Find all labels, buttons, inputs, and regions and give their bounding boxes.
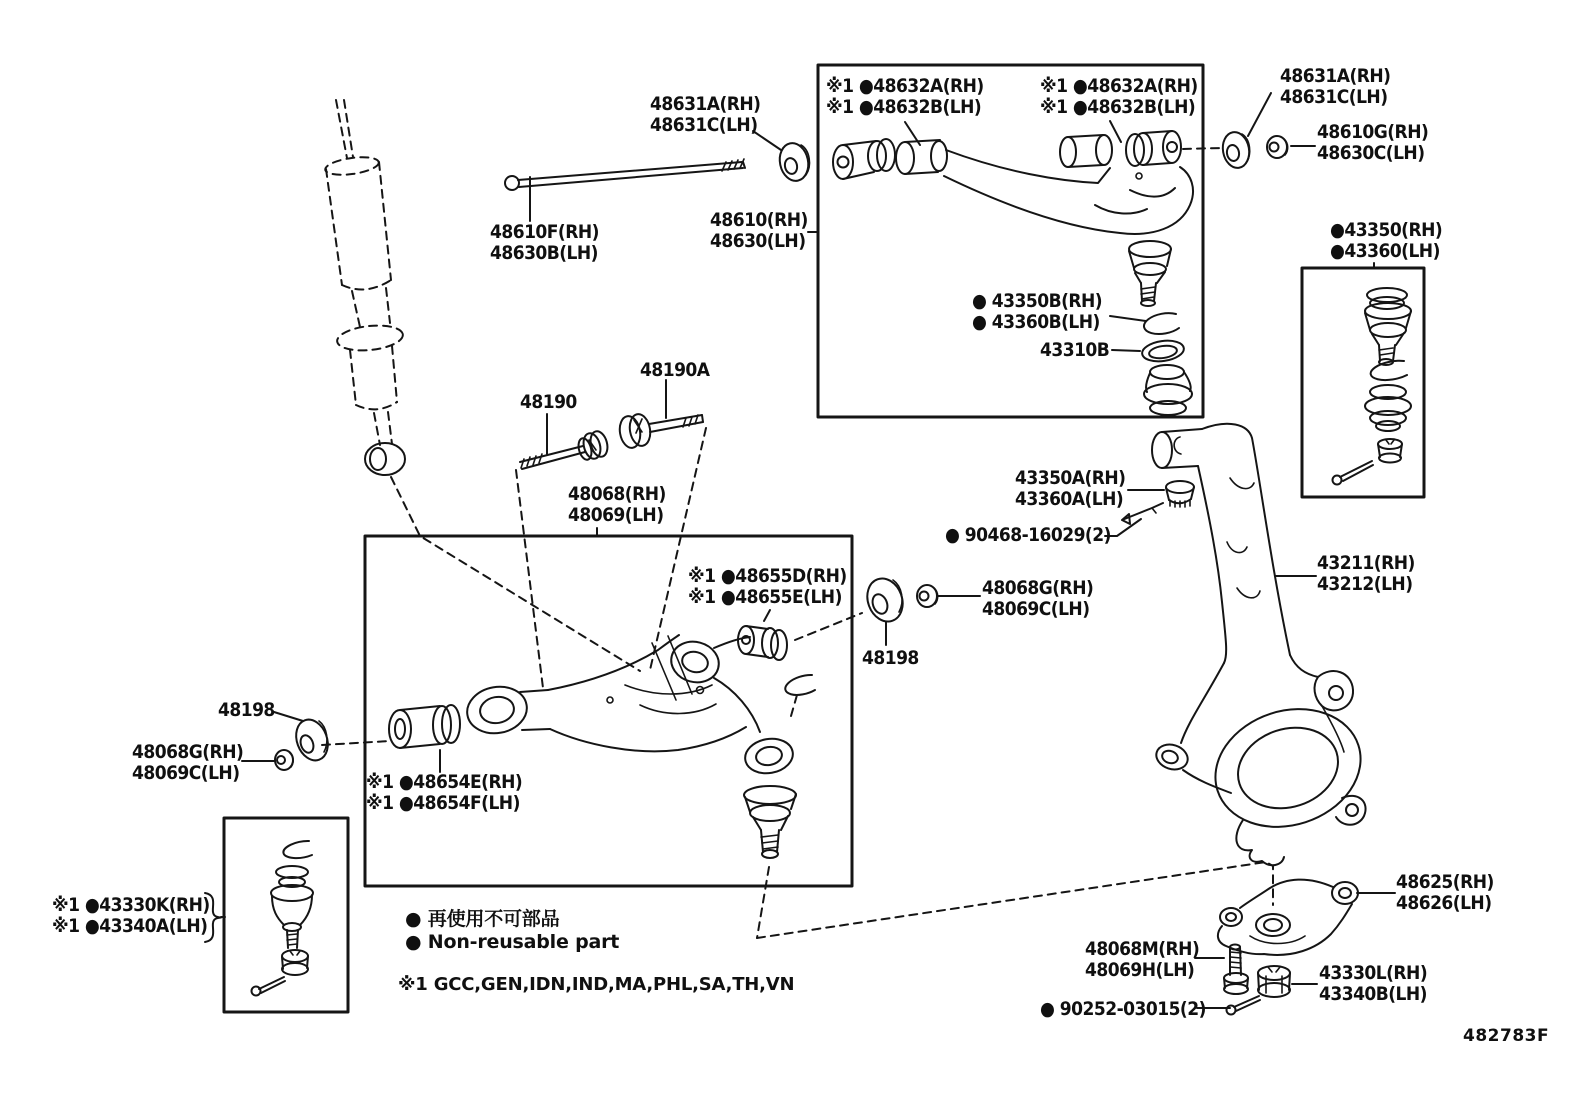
part-label-48190a: 48190A [640, 359, 710, 381]
part-label-43350a: 43350A(RH) 43360A(LH) [1015, 467, 1126, 510]
bolt-48190-drawing [520, 429, 610, 469]
washer-48631a-left-drawing [776, 141, 811, 184]
nut-43330l-drawing [1258, 966, 1290, 997]
part-label-43330k: ※1 ●43330K(RH) ※1 ●43340A(LH) [52, 894, 210, 937]
rod-48610f-drawing [505, 159, 745, 190]
part-label-48625: 48625(RH) 48626(LH) [1396, 871, 1494, 914]
part-label-48068m: 48068M(RH) 48069H(LH) [1085, 938, 1200, 981]
part-label-48068: 48068(RH) 48069(LH) [568, 483, 666, 526]
part-label-48068g-left: 48068G(RH) 48069C(LH) [132, 741, 244, 784]
upper-control-arm-drawing [833, 131, 1193, 234]
part-label-48631a-left: 48631A(RH) 48631C(LH) [650, 93, 761, 136]
part-label-90468: ● 90468-16029(2) [945, 524, 1111, 546]
part-label-43330l: 43330L(RH) 43340B(LH) [1319, 962, 1428, 1005]
dashed-construction-lines [322, 148, 1273, 938]
part-label-48610f: 48610F(RH) 48630B(LH) [490, 221, 599, 264]
steering-knuckle-drawing [1152, 424, 1376, 865]
ball-joint-kit-right-drawing [1333, 288, 1412, 485]
part-label-43350b: ● 43350B(RH) ● 43360B(LH) [972, 290, 1103, 333]
drawing-number: 482783F [1463, 1026, 1550, 1046]
retainer-48198-left-drawing [291, 715, 334, 765]
bolt-48068g-left-drawing [275, 750, 293, 770]
part-label-48631a-right: 48631A(RH) 48631C(LH) [1280, 65, 1391, 108]
part-label-48632-right: ※1 ●48632A(RH) ※1 ●48632B(LH) [1040, 75, 1198, 118]
part-label-48190: 48190 [520, 391, 577, 413]
bolt-48068g-right-drawing [917, 585, 938, 607]
nut-43350a-drawing [1166, 481, 1194, 507]
ball-joint-kit-bottom-left-drawing [252, 841, 314, 996]
bracket-48625-drawing [1218, 880, 1358, 955]
part-label-48198-left: 48198 [218, 699, 275, 721]
bolt-48190a-drawing [617, 413, 703, 450]
nut-48610g-drawing [1267, 136, 1288, 158]
upper-ball-joint-drawing [1129, 241, 1192, 415]
part-label-90252: ● 90252-03015(2) [1040, 998, 1206, 1020]
legend-non-reusable-en: ● Non-reusable part [405, 931, 620, 953]
part-label-43211: 43211(RH) 43212(LH) [1317, 552, 1415, 595]
part-label-48655d: ※1 ●48655D(RH) ※1 ●48655E(LH) [688, 565, 847, 608]
legend-non-reusable-jp: ● 再使用不可部品 [405, 908, 560, 930]
lower-control-arm-drawing [463, 635, 795, 777]
part-label-48610: 48610(RH) 48630(LH) [710, 209, 808, 252]
part-label-48198-right: 48198 [862, 647, 919, 669]
snap-ring-lower-drawing [785, 675, 815, 695]
part-label-43310b: 43310B [1040, 339, 1110, 361]
retainer-48198-right-drawing [862, 574, 909, 627]
bushing-48655d-drawing [738, 626, 787, 660]
leader-lines [221, 93, 1395, 1008]
legend-applicability-note: ※1 GCC,GEN,IDN,IND,MA,PHL,SA,TH,VN [398, 974, 795, 995]
lower-ball-joint-drawing [744, 786, 796, 858]
part-label-43350: ●43350(RH) ●43360(LH) [1330, 219, 1443, 262]
part-label-48632-left: ※1 ●48632A(RH) ※1 ●48632B(LH) [826, 75, 984, 118]
part-label-48654e: ※1 ●48654E(RH) ※1 ●48654F(LH) [366, 771, 523, 814]
ball-joint-kit-box-right [1302, 268, 1424, 497]
cotter-pin-90252-drawing [1227, 996, 1261, 1015]
bushing-48654e-drawing [389, 705, 460, 748]
part-label-48610g: 48610G(RH) 48630C(LH) [1317, 121, 1429, 164]
shock-absorber-drawing [324, 100, 405, 475]
part-label-48068g-right: 48068G(RH) 48069C(LH) [982, 577, 1094, 620]
clip-90468-drawing [1122, 503, 1163, 524]
